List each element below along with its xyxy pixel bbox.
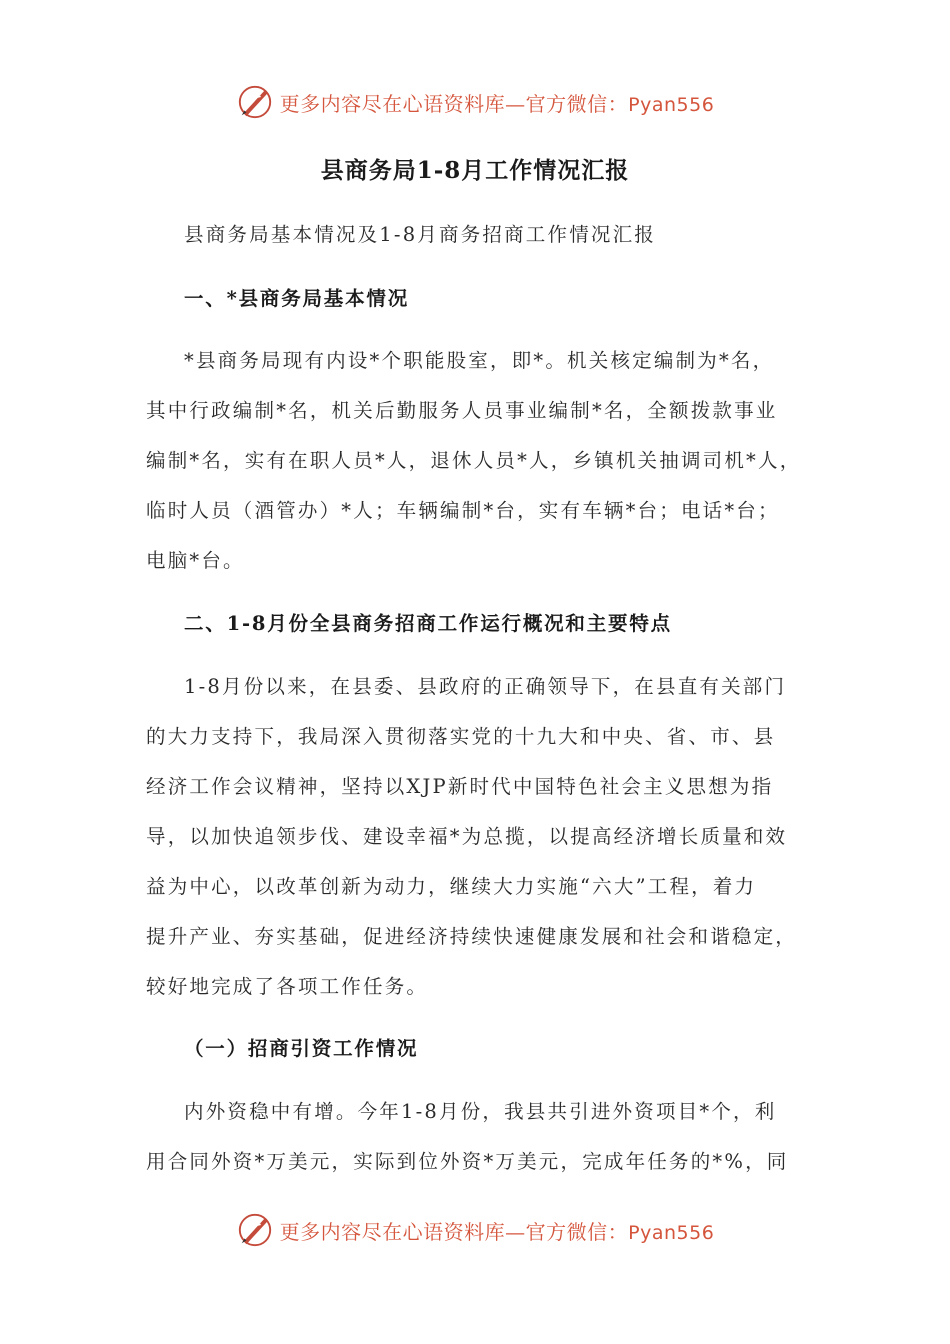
quill-logo-icon (236, 83, 274, 121)
banner-text (280, 1216, 715, 1245)
paragraph-line: 内外资稳中有增。今年1-8月份，我县共引进外资项目*个，利 (184, 1100, 777, 1123)
banner-text-cn: 更多内容尽在心语资料库—官方微信： (279, 91, 629, 116)
section-heading-1: 一、*县商务局基本情况 (184, 287, 409, 310)
paragraph-line: 编制*名，实有在职人员*人，退休人员*人，乡镇机关抽调司机*人， (146, 449, 802, 472)
paragraph-line: 提升产业、夯实基础，促进经济持续快速健康发展和社会和谐稳定， (146, 925, 798, 948)
banner-wechat-id: Pyan556 (628, 93, 715, 116)
paragraph-line: 临时人员（酒管办）*人；车辆编制*台，实有车辆*台；电话*台； (146, 499, 780, 522)
quill-logo-icon (236, 1211, 274, 1249)
banner-text-cn: 更多内容尽在心语资料库—官方微信： (279, 1219, 629, 1244)
document-title: 县商务局1-8月工作情况汇报 (320, 157, 630, 184)
paragraph-line: 其中行政编制*名，机关后勤服务人员事业编制*名，全额拨款事业 (146, 399, 778, 422)
footer-banner (0, 1208, 950, 1252)
paragraph-line: 1-8月份以来，在县委、县政府的正确领导下，在县直有关部门 (184, 675, 787, 698)
section-heading-2: 二、1-8月份全县商务招商工作运行概况和主要特点 (184, 612, 672, 635)
paragraph-line: 导，以加快追领步伐、建设幸福*为总揽，以提高经济增长质量和效 (146, 825, 788, 848)
banner-wechat-id: Pyan556 (628, 1221, 715, 1244)
paragraph-line: 较好地完成了各项工作任务。 (146, 975, 429, 998)
header-banner (0, 80, 950, 124)
subtitle-line: 县商务局基本情况及1-8月商务招商工作情况汇报 (184, 223, 657, 246)
paragraph-line: 的大力支持下，我局深入贯彻落实党的十九大和中央、省、市、县 (146, 725, 776, 748)
subsection-heading-1: （一）招商引资工作情况 (184, 1037, 419, 1060)
paragraph-line: 经济工作会议精神，坚持以XJP新时代中国特色社会主义思想为指 (146, 775, 774, 798)
paragraph-line: 益为中心，以改革创新为动力，继续大力实施“六大”工程，着力 (146, 875, 757, 898)
banner-text (280, 88, 715, 117)
paragraph-line: 电脑*台。 (146, 549, 245, 572)
paragraph-line: *县商务局现有内设*个职能股室，即*。机关核定编制为*名， (184, 349, 775, 372)
paragraph-line: 用合同外资*万美元，实际到位外资*万美元，完成年任务的*%，同 (146, 1150, 789, 1173)
